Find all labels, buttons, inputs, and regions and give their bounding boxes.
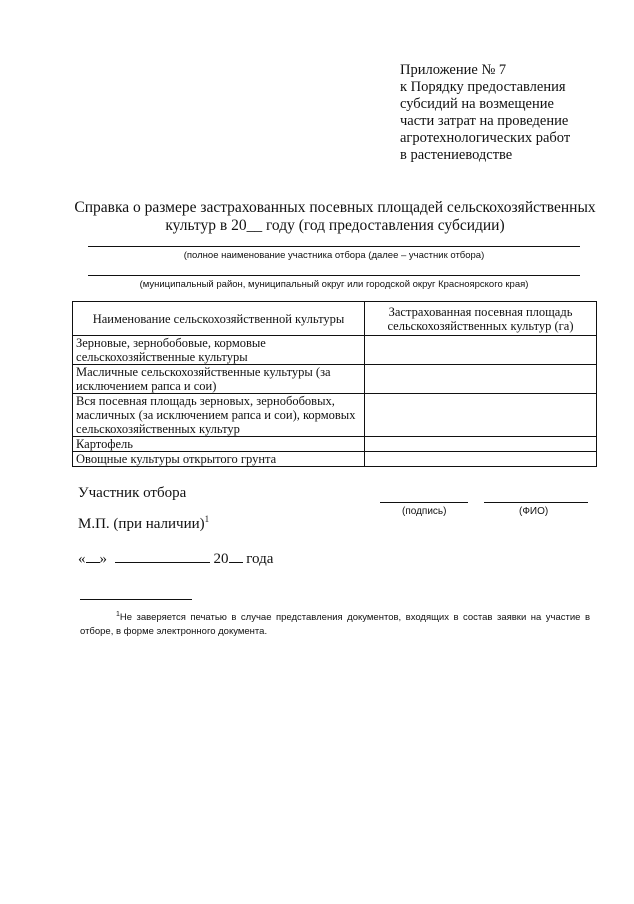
table-header-row <box>73 302 597 336</box>
crop-name-cell: Зерновые, зернобобовые, кормовые сельскохозяйственные культуры <box>73 336 365 365</box>
municipality-caption: (муниципальный район, муниципальный округ или городской округ Красноярского края) <box>139 279 529 290</box>
stamp-label-text: М.П. (при наличии) <box>78 516 205 532</box>
title-line-2: культур в 20__ году (год предоставления субсидии) <box>165 217 505 234</box>
insured-area-table <box>72 301 597 467</box>
insured-area-cell[interactable] <box>365 437 597 452</box>
appendix-line: части затрат на проведение <box>400 113 569 129</box>
fio-caption: (ФИО) <box>519 506 549 517</box>
participant-name-caption: (полное наименование участника отбора (далее – участник отбора) <box>183 250 485 261</box>
insured-area-cell[interactable] <box>365 394 597 437</box>
date-year-prefix: 20 <box>213 551 229 567</box>
header-insured-area: Застрахованная посевная площадь сельскохозяйственных культур (га) <box>365 302 597 336</box>
appendix-line: Приложение № 7 <box>400 62 507 78</box>
appendix-header <box>400 62 600 164</box>
signature-line[interactable] <box>380 502 468 503</box>
table-row <box>73 394 597 437</box>
signature-caption: (подпись) <box>402 506 447 517</box>
appendix-line: субсидий на возмещение <box>400 96 554 112</box>
appendix-line: к Порядку предоставления <box>400 79 566 95</box>
stamp-footnote-mark: 1 <box>204 514 210 524</box>
municipality-line[interactable] <box>88 275 580 276</box>
day-blank[interactable] <box>86 550 100 563</box>
appendix-line: агротехнологических работ <box>400 130 571 146</box>
title-line-1: Справка о размере застрахованных посевных площадей сельскохозяйственных <box>74 199 596 216</box>
crop-name-cell: Овощные культуры открытого грунта <box>73 452 365 467</box>
table-row <box>73 365 597 394</box>
date-suffix: года <box>246 551 274 567</box>
table-row <box>73 336 597 365</box>
insured-area-cell[interactable] <box>365 365 597 394</box>
date-close-quote: » <box>99 551 107 567</box>
participant-label: Участник отбора <box>78 485 187 501</box>
document-title <box>60 199 610 235</box>
crop-name-cell: Масличные сельскохозяйственные культуры (за исключением рапса и сои) <box>73 365 365 394</box>
footnote <box>80 608 590 639</box>
header-crop-name: Наименование сельскохозяйственной культуры <box>73 302 365 336</box>
date-line <box>78 550 273 568</box>
insured-area-cell[interactable] <box>365 452 597 467</box>
stamp-label <box>78 514 209 533</box>
footnote-text: Не заверяется печатью в случае представления документов, входящих в состав заявки на участие в отборе, в форме электронного документа. <box>80 612 590 638</box>
month-blank[interactable] <box>115 550 210 563</box>
insured-area-cell[interactable] <box>365 336 597 365</box>
year-blank[interactable] <box>229 550 243 563</box>
fio-line[interactable] <box>484 502 588 503</box>
footnote-separator <box>80 599 192 600</box>
table-row <box>73 437 597 452</box>
appendix-line: в растениеводстве <box>400 147 513 163</box>
participant-name-line[interactable] <box>88 246 580 247</box>
crop-name-cell: Вся посевная площадь зерновых, зернобобовых, масличных (за исключением рапса и сои), кормовых сельскохозяйственных культур <box>73 394 365 437</box>
crop-name-cell: Картофель <box>73 437 365 452</box>
table-row <box>73 452 597 467</box>
footnote-mark: 1 <box>116 611 120 618</box>
date-open-quote: « <box>78 551 86 567</box>
